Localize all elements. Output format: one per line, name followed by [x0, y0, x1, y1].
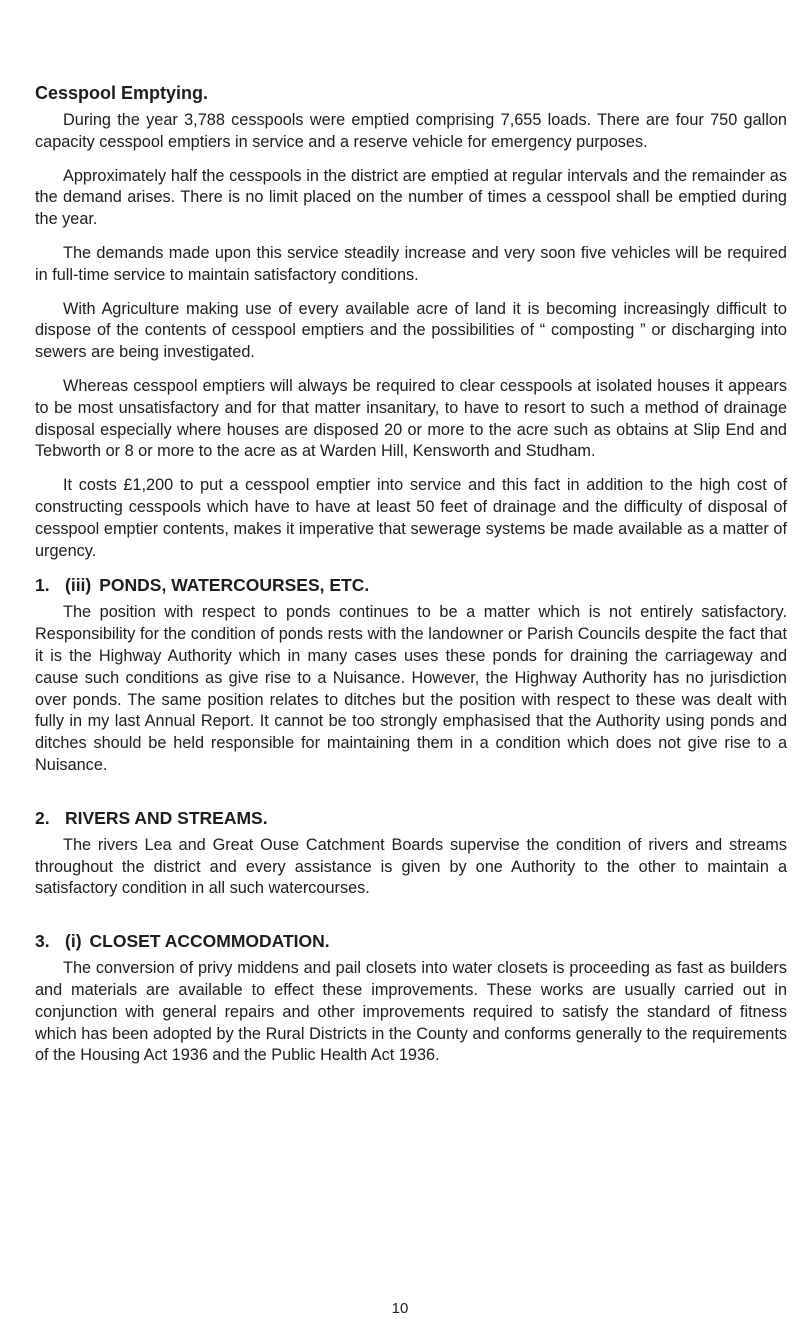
ponds-title: PONDS, WATERCOURSES, ETC.: [99, 575, 370, 596]
rivers-title: RIVERS AND STREAMS.: [65, 807, 268, 828]
cesspool-paragraph-4: With Agriculture making use of every available acre of land it is becoming increasingly difficult to dispose of the contents of cesspool emptiers and the possibilities of “ composting ” or discharging into sewers are being investigated.: [35, 299, 787, 362]
closet-title: CLOSET ACCOMMODATION.: [89, 931, 330, 952]
rivers-section-number: 2.: [35, 807, 50, 828]
cesspool-paragraph-5: Whereas cesspool emptiers will always be required to clear cesspools at isolated houses it appears to be most unsatisfactory and for that matter insanitary, to have to resort to such a method of drainage disposal especially where houses are disposed 20 or more to the acre such as obtains at Slip End and Tebworth or 8 or more to the acre as at Warden Hill, Kensworth and Studham.: [35, 376, 787, 461]
closet-heading: [35, 930, 787, 952]
cesspool-paragraph-1: During the year 3,788 cesspools were emptied comprising 7,655 loads. There are four 750 gallon capacity cesspool emptiers in service and a reserve vehicle for emergency purposes.: [35, 111, 787, 151]
section-spacer: [35, 789, 787, 803]
rivers-heading: [35, 807, 787, 829]
cesspool-paragraph-2: Approximately half the cesspools in the district are emptied at regular intervals and the remainder as the demand arises. There is no limit placed on the number of times a cesspool shall be emptied during the year.: [35, 166, 787, 229]
section-spacer: [35, 912, 787, 926]
document-page: [35, 82, 787, 1079]
ponds-heading: [35, 574, 787, 596]
ponds-section-number: 1.: [35, 575, 50, 596]
ponds-paragraph: The position with respect to ponds continues to be a matter which is not entirely satisfactory. Responsibility for the condition of ponds rests with the landowner or Parish Councils despite the fact that it is the Highway Authority which in many cases uses these ponds for draining the carriageway and cause such conditions as give rise to a Nuisance. However, the Highway Authority has no jurisdiction over ponds. The same position relates to ditches but the position with respect to these was dealt with fully in my last Annual Report. It cannot be too strongly emphasised that the Authority using ponds and ditches should be held responsible for maintaining them in a condition which does not give rise to a Nuisance.: [35, 603, 787, 774]
closet-paragraph: The conversion of privy middens and pail closets into water closets is proceeding as fast as builders and materials are available to effect these improvements. These works are usually carried out in conjunction with general repairs and other improvements required to satisfy the standard of fitness which has been adopted by the Rural Districts in the County and conforms generally to the requirements of the Housing Act 1936 and the Public Health Act 1936.: [35, 959, 787, 1065]
page-number: 10: [391, 1300, 409, 1317]
cesspool-paragraph-6: It costs £1,200 to put a cesspool emptier into service and this fact in addition to the high cost of constructing cesspools which have to have at least 50 feet of drainage and the difficulty of disposal of cesspool emptier contents, makes it imperative that sewerage systems be made available as a matter of urgency.: [35, 476, 787, 560]
rivers-paragraph: The rivers Lea and Great Ouse Catchment Boards supervise the condition of rivers and streams throughout the district and every assistance is given by one Authority to the other to maintain a satisfactory condition in all such watercourses.: [35, 835, 787, 898]
cesspool-heading: Cesspool Emptying.: [35, 83, 209, 103]
cesspool-paragraph-3: The demands made upon this service steadily increase and very soon five vehicles will be required in full-time service to maintain satisfactory conditions.: [35, 243, 787, 284]
closet-subsection: (i): [65, 931, 82, 952]
ponds-subsection: (iii): [65, 575, 92, 596]
closet-section-number: 3.: [35, 931, 50, 952]
